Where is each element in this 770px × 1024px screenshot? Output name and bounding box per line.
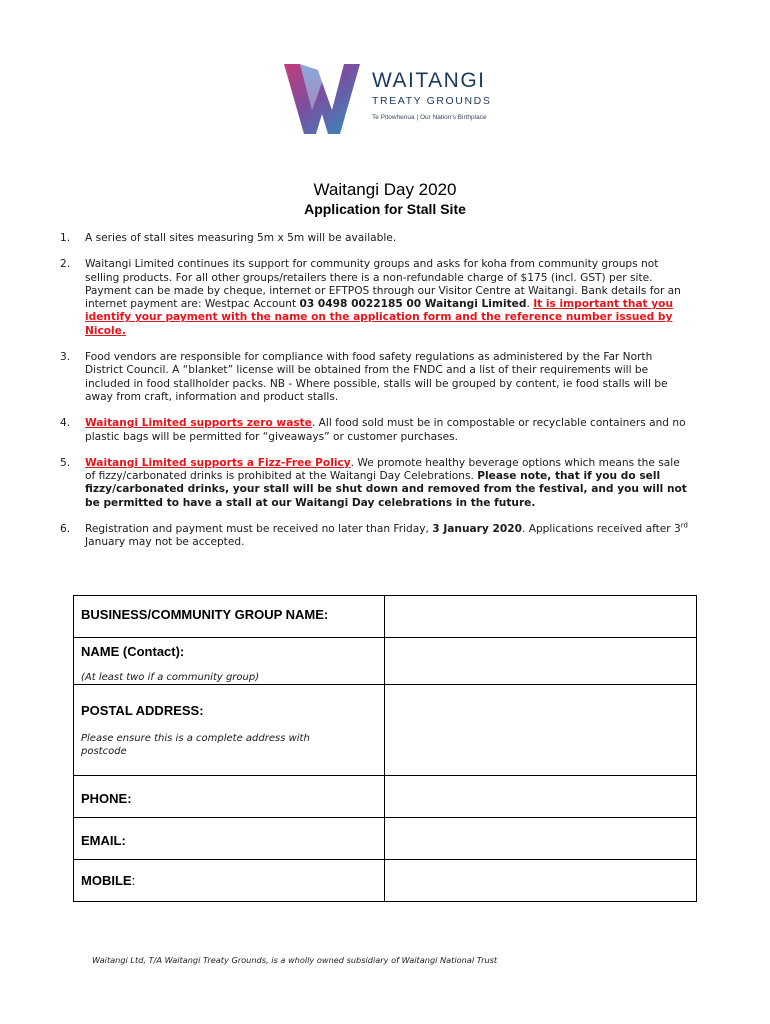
ordinal-suffix: rd xyxy=(680,521,688,530)
business-field[interactable] xyxy=(385,596,697,638)
phone-label: PHONE: xyxy=(81,791,132,806)
item-number: 5. xyxy=(60,456,71,469)
list-item xyxy=(60,232,690,245)
item-text: . All food sold must be in compostable or recyclable containers and no plastic bags will be permitted for “giveaways” or customer purchases. xyxy=(85,417,686,443)
terms-list xyxy=(60,232,690,563)
list-item xyxy=(60,457,690,510)
name-field[interactable] xyxy=(385,638,697,685)
phone-field[interactable] xyxy=(385,776,697,818)
form-row-mobile xyxy=(74,860,697,902)
postal-label: POSTAL ADDRESS: xyxy=(81,703,204,718)
payment-reference-note: It is important that you identify your payment with the name on the application form and the reference number issued by Nicole. xyxy=(85,298,674,337)
waitangi-w-logo-icon xyxy=(282,60,362,138)
bank-account: 03 0498 0022185 00 Waitangi Limited xyxy=(299,298,527,311)
fizz-free-heading: Waitangi Limited supports a Fizz-Free Policy xyxy=(85,456,351,469)
item-text: Waitangi Limited continues its support for community groups and asks for koha from community groups not selling products. For all other groups/retailers there is a non-refundable charge of $175 (incl. GST) per site. Payment can be made by cheque, internet or EFTPOS through our Visitor Centre at Waitangi. Bank details for an internet payment are: Westpac Account xyxy=(85,258,681,311)
logo-text xyxy=(372,70,491,121)
deadline-date: 3 January 2020 xyxy=(432,523,522,536)
item-number: 1. xyxy=(60,232,71,244)
list-item xyxy=(60,351,690,404)
email-label-cell xyxy=(74,818,385,860)
postal-field[interactable] xyxy=(385,685,697,776)
zero-waste-heading: Waitangi Limited supports zero waste xyxy=(85,417,312,430)
list-item xyxy=(60,417,690,444)
form-row-phone xyxy=(74,776,697,818)
mobile-label-cell xyxy=(74,860,385,902)
footer-note: Waitangi Ltd, T/A Waitangi Treaty Grounds, is a wholly owned subsidiary of Waitangi National Trust xyxy=(92,955,498,965)
item-text-sep: . xyxy=(526,298,534,311)
logo-subtitle: TREATY GROUNDS xyxy=(372,95,492,107)
form-row-postal xyxy=(74,685,697,776)
item-number: 2. xyxy=(60,258,71,271)
document-subtitle: Application for Stall Site xyxy=(304,201,466,217)
list-item xyxy=(60,258,690,338)
name-label: NAME (Contact): xyxy=(81,644,185,659)
business-label: BUSINESS/COMMUNITY GROUP NAME: xyxy=(81,607,329,622)
name-hint: (At least two if a community group) xyxy=(81,672,260,683)
item-text: . We promote healthy beverage options which means the sale of fizzy/carbonated drinks is prohibited at the Waitangi Day Celebrations. xyxy=(85,456,680,483)
form-row-name xyxy=(74,638,697,685)
mobile-field[interactable] xyxy=(385,860,697,902)
item-text: January may not be accepted. xyxy=(85,536,245,549)
email-label: EMAIL: xyxy=(81,833,126,848)
application-form-table xyxy=(73,595,697,902)
item-text: A series of stall sites measuring 5m x 5m will be available. xyxy=(85,232,397,244)
item-number: 4. xyxy=(60,417,71,430)
mobile-label-colon: : xyxy=(131,873,136,888)
logo-tagline: Te Pitowhenua | Our Nation's Birthplace xyxy=(372,114,487,121)
phone-label-cell xyxy=(74,776,385,818)
item-text: . Applications received after 3 xyxy=(521,523,681,536)
postal-hint: Please ensure this is a complete address with postcode xyxy=(81,733,310,757)
item-number: 6. xyxy=(60,523,71,536)
logo xyxy=(282,60,502,140)
document-title: Waitangi Day 2020 xyxy=(313,180,457,199)
list-item xyxy=(60,523,690,550)
item-text: Food vendors are responsible for compliance with food safety regulations as administered by the Far North District Council. A “blanket” license will be obtained from the FNDC and a list of their requirements will be included in food stallholder packs. NB - Where possible, stalls will be grouped by content, ie food stalls will be away from craft, information and product stalls. xyxy=(85,351,668,403)
form-row-email xyxy=(74,818,697,860)
item-text: Registration and payment must be received no later than Friday, xyxy=(85,523,433,536)
email-field[interactable] xyxy=(385,818,697,860)
form-row-business xyxy=(74,596,697,638)
mobile-label xyxy=(81,873,377,888)
postal-label-cell xyxy=(74,685,385,776)
business-label-cell xyxy=(74,596,385,638)
name-label-cell xyxy=(74,638,385,685)
mobile-label-text: MOBILE xyxy=(81,873,132,888)
logo-name: WAITANGI xyxy=(372,69,486,92)
item-number: 3. xyxy=(60,351,71,364)
fizz-free-warning: Please note, that if you do sell fizzy/carbonated drinks, your stall will be shut down and removed from the festival, and you will not be permitted to have a stall at our Waitangi Day celebrations in the future. xyxy=(85,470,687,509)
